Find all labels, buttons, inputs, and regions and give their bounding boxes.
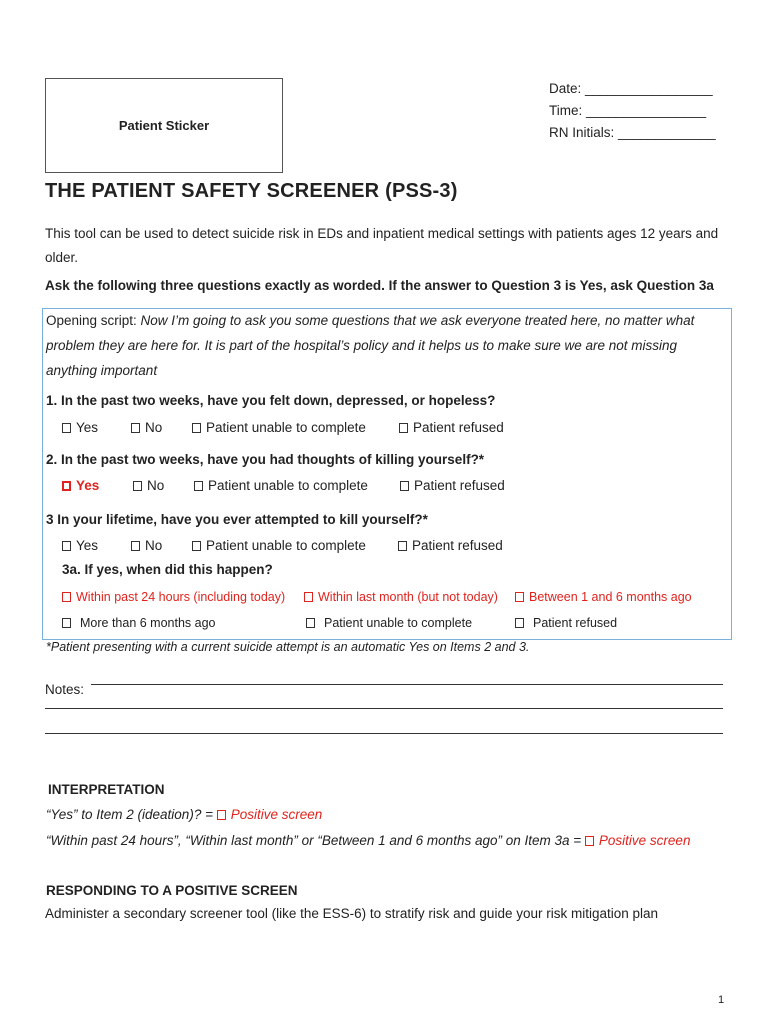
checkbox-icon [585, 836, 594, 846]
question-2: 2. In the past two weeks, have you had thoughts of killing yourself?* [46, 452, 485, 467]
q2-refused-option[interactable]: Patient refused [400, 478, 505, 493]
checkbox-icon[interactable] [62, 618, 71, 628]
notes-line-2[interactable] [45, 708, 723, 709]
checkbox-icon[interactable] [131, 541, 140, 551]
notes-label: Notes: [45, 682, 85, 697]
q3-unable-option[interactable]: Patient unable to complete [192, 538, 366, 553]
checkbox-icon [217, 810, 226, 820]
q2-unable-option[interactable]: Patient unable to complete [194, 478, 368, 493]
notes-line-1[interactable] [91, 684, 723, 685]
checkbox-icon[interactable] [306, 618, 315, 628]
q1-unable-option[interactable]: Patient unable to complete [192, 420, 366, 435]
q2-yes-option[interactable]: Yes [62, 478, 99, 493]
patient-sticker-box [45, 78, 283, 173]
checkbox-icon[interactable] [398, 541, 407, 551]
interpretation-heading: INTERPRETATION [48, 782, 165, 797]
checkbox-icon[interactable] [400, 481, 409, 491]
q3a-more-than-6-option[interactable]: More than 6 months ago [62, 616, 216, 630]
q3-refused-option[interactable]: Patient refused [398, 538, 503, 553]
checkbox-icon[interactable] [399, 423, 408, 433]
instruction-text: Ask the following three questions exactly as worded. If the answer to Question 3 is Yes, ask Question 3a [45, 278, 714, 293]
checkbox-icon[interactable] [62, 592, 71, 602]
q3a-between-option[interactable]: Between 1 and 6 months ago [515, 590, 692, 604]
q2-no-option[interactable]: No [133, 478, 164, 493]
responding-text: Administer a secondary screener tool (like the ESS-6) to stratify risk and guide your risk mitigation plan [45, 906, 659, 921]
time-field[interactable]: Time: ________________ [549, 103, 707, 118]
q3-yes-option[interactable]: Yes [62, 538, 98, 553]
script-text: Now I’m going to ask you some questions that we ask everyone treated here, no matter what problem they are here for. It is part of the hospital’s policy and it helps us to make sure we are not missing anything important [46, 313, 695, 378]
q3a-unable-option[interactable]: Patient unable to complete [306, 616, 472, 630]
q1-no-option[interactable]: No [131, 420, 162, 435]
q3-no-option[interactable]: No [131, 538, 162, 553]
checkbox-icon[interactable] [194, 481, 203, 491]
intro-text: This tool can be used to detect suicide risk in EDs and inpatient medical settings with patients ages 12 years and older. [45, 226, 719, 265]
opening-script [46, 308, 726, 383]
checkbox-icon[interactable] [131, 423, 140, 433]
checkbox-icon[interactable] [304, 592, 313, 602]
page-title: THE PATIENT SAFETY SCREENER (PSS-3) [45, 180, 458, 202]
date-field[interactable]: Date: _________________ [549, 81, 713, 96]
page-number: 1 [718, 994, 725, 1006]
checkbox-icon[interactable] [192, 541, 201, 551]
q1-refused-option[interactable]: Patient refused [399, 420, 504, 435]
checkbox-icon[interactable] [62, 423, 71, 433]
checkbox-icon[interactable] [62, 541, 71, 551]
q3a-within-24h-option[interactable]: Within past 24 hours (including today) [62, 590, 285, 604]
responding-heading: RESPONDING TO A POSITIVE SCREEN [46, 883, 298, 898]
checkbox-icon[interactable] [192, 423, 201, 433]
interpretation-line-2: “Within past 24 hours”, “Within last month” or “Between 1 and 6 months ago” on Item 3a = Positive screen [46, 833, 691, 848]
q3a-refused-option[interactable]: Patient refused [515, 616, 617, 630]
notes-line-3[interactable] [45, 733, 723, 734]
checkbox-icon[interactable] [62, 481, 71, 491]
question-3: 3 In your lifetime, have you ever attempted to kill yourself?* [46, 512, 428, 527]
question-1: 1. In the past two weeks, have you felt down, depressed, or hopeless? [46, 393, 496, 408]
q1-yes-option[interactable]: Yes [62, 420, 98, 435]
interpretation-line-1: “Yes” to Item 2 (ideation)? = Positive screen [46, 807, 323, 822]
checkbox-icon[interactable] [515, 592, 524, 602]
checkbox-icon[interactable] [515, 618, 524, 628]
question-3a: 3a. If yes, when did this happen? [62, 562, 273, 577]
script-label: Opening script: [46, 313, 141, 328]
rn-initials-field[interactable]: RN Initials: _____________ [549, 125, 716, 140]
footnote: *Patient presenting with a current suicide attempt is an automatic Yes on Items 2 and 3. [46, 640, 530, 654]
checkbox-icon[interactable] [133, 481, 142, 491]
patient-sticker-label: Patient Sticker [118, 118, 210, 133]
q3a-within-month-option[interactable]: Within last month (but not today) [304, 590, 498, 604]
